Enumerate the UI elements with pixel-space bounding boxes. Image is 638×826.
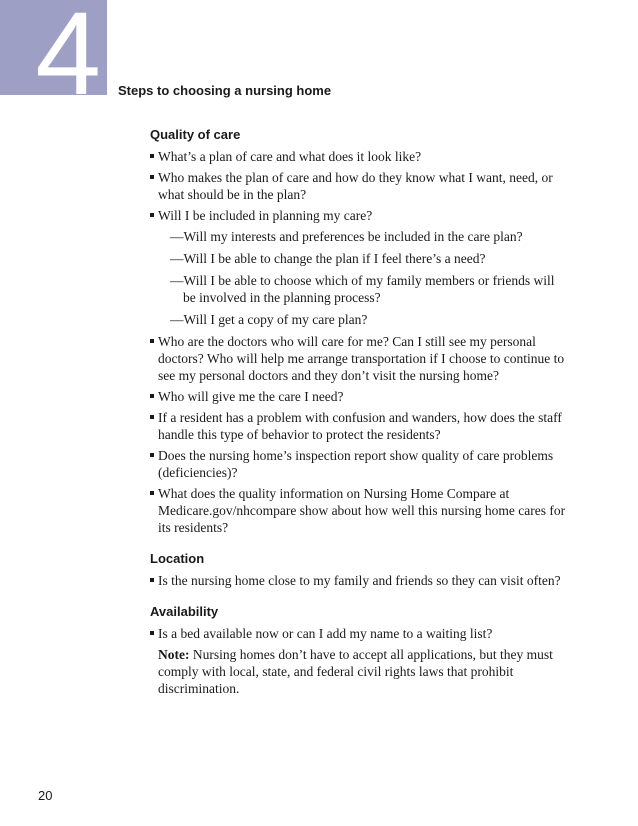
list-item-text: Will I be included in planning my care? (158, 208, 373, 223)
quality-of-care-heading: Quality of care (150, 127, 241, 142)
list-item (150, 388, 570, 405)
bullet-icon (150, 631, 154, 635)
note-text: Nursing homes don’t have to accept all applications, but they must comply with local, state, and federal civil rights laws that prohibit discrimination. (158, 647, 553, 696)
page-content (150, 126, 570, 697)
list-item-text: Is the nursing home close to my family and friends so they can visit often? (158, 573, 561, 588)
list-item-text: What’s a plan of care and what does it look like? (158, 149, 422, 164)
list-item (150, 485, 570, 536)
sub-list-item: —Will I be able to change the plan if I feel there’s a need? (170, 251, 486, 266)
list-item (150, 572, 570, 589)
list-item (150, 207, 570, 224)
chapter-number: 4 (35, 0, 101, 95)
bullet-icon (150, 453, 154, 457)
list-item-text: What does the quality information on Nursing Home Compare at Medicare.gov/nhcompare show about how well this nursing home cares for its residents? (158, 486, 566, 535)
availability-heading: Availability (150, 604, 219, 619)
bullet-icon (150, 339, 154, 343)
sub-list-item: —Will my interests and preferences be included in the care plan? (170, 229, 523, 244)
note-paragraph (150, 646, 570, 697)
page-number: 20 (38, 788, 53, 803)
list-item-text: Does the nursing home’s inspection report show quality of care problems (deficiencies)? (158, 448, 554, 480)
bullet-icon (150, 175, 154, 179)
list-item (150, 148, 570, 165)
list-item-text: If a resident has a problem with confusion and wanders, how does the staff handle this type of behavior to protect the residents? (158, 410, 562, 442)
note-label: Note: (158, 647, 190, 662)
bullet-icon (150, 415, 154, 419)
bullet-icon (150, 578, 154, 582)
list-item-text: Who makes the plan of care and how do they know what I want, need, or what should be in the plan? (158, 170, 553, 202)
list-item (150, 625, 570, 642)
list-item (150, 409, 570, 443)
bullet-icon (150, 213, 154, 217)
list-item-text: Who will give me the care I need? (158, 389, 344, 404)
list-item (150, 447, 570, 481)
bullet-icon (150, 394, 154, 398)
sub-list-item: —Will I be able to choose which of my family members or friends will be involved in the planning process? (170, 273, 555, 305)
chapter-number-block (0, 0, 107, 95)
list-item (150, 333, 570, 384)
bullet-icon (150, 154, 154, 158)
bullet-icon (150, 491, 154, 495)
sub-list-item: —Will I get a copy of my care plan? (170, 312, 368, 327)
location-heading: Location (150, 551, 205, 566)
list-item (150, 169, 570, 203)
list-item-text: Is a bed available now or can I add my name to a waiting list? (158, 626, 493, 641)
chapter-title: Steps to choosing a nursing home (118, 83, 332, 98)
list-item-text: Who are the doctors who will care for me? Can I still see my personal doctors? Who will help me arrange transportation if I choose to continue to see my personal doctors and they don’t visit the nursing home? (158, 334, 565, 383)
